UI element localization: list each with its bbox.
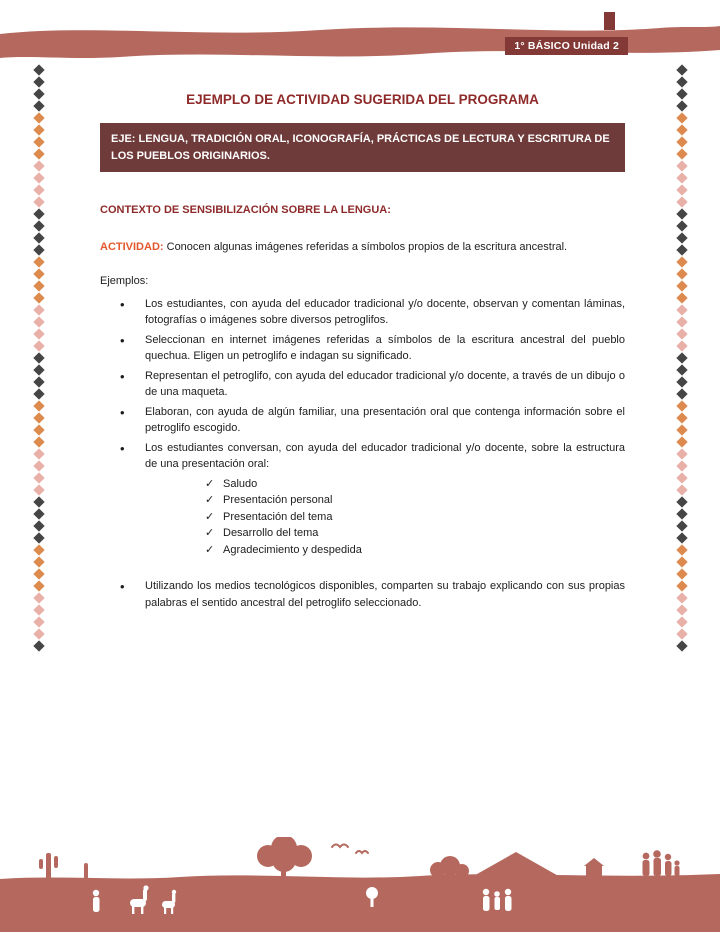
textile-diamond-motif <box>33 364 44 375</box>
bullet-marker: • <box>120 368 125 384</box>
textile-diamond-motif <box>33 244 44 255</box>
textile-diamond-motif <box>676 232 687 243</box>
bullet-text: Seleccionan en internet imágenes referidas a símbolos de la escritura ancestral del pueblo quechua. Eligen un petroglifo e indagan su significado. <box>145 333 625 363</box>
checklist-text: Saludo <box>223 477 258 490</box>
textile-diamond-motif <box>33 208 44 219</box>
checklist-text: Presentación del tema <box>223 510 333 523</box>
textile-diamond-motif <box>33 424 44 435</box>
right-textile-border <box>673 62 690 848</box>
textile-diamond-motif <box>676 76 687 87</box>
textile-diamond-motif <box>33 544 44 555</box>
textile-diamond-motif <box>33 328 44 339</box>
textile-diamond-motif <box>33 220 44 231</box>
textile-diamond-motif <box>676 520 687 531</box>
presentation-structure-list <box>205 476 625 559</box>
textile-diamond-motif <box>33 400 44 411</box>
textile-diamond-motif <box>33 196 44 207</box>
textile-diamond-motif <box>676 280 687 291</box>
textile-diamond-motif <box>676 340 687 351</box>
textile-diamond-motif <box>676 148 687 159</box>
textile-diamond-motif <box>33 88 44 99</box>
textile-diamond-motif <box>33 388 44 399</box>
textile-diamond-motif <box>33 556 44 567</box>
footer-illustration <box>0 837 720 932</box>
textile-diamond-motif <box>676 160 687 171</box>
textile-diamond-motif <box>676 436 687 447</box>
examples-list <box>100 296 625 612</box>
textile-diamond-motif <box>33 256 44 267</box>
textile-diamond-motif <box>676 484 687 495</box>
checklist-item <box>205 509 625 526</box>
textile-diamond-motif <box>676 568 687 579</box>
unit-label: 1° BÁSICO Unidad 2 <box>505 37 628 55</box>
textile-diamond-motif <box>676 172 687 183</box>
textile-diamond-motif <box>33 268 44 279</box>
bullet-text: Elaboran, con ayuda de algún familiar, una presentación oral que contenga información sobre el petroglifo escogido. <box>145 405 625 435</box>
bullet-marker: • <box>120 296 125 312</box>
textile-diamond-motif <box>676 184 687 195</box>
textile-diamond-motif <box>676 628 687 639</box>
textile-diamond-motif <box>676 412 687 423</box>
textile-diamond-motif <box>676 124 687 135</box>
textile-diamond-motif <box>33 448 44 459</box>
textile-diamond-motif <box>33 412 44 423</box>
textile-diamond-motif <box>676 460 687 471</box>
context-heading: CONTEXTO DE SENSIBILIZACIÓN SOBRE LA LENGUA: <box>100 204 391 217</box>
textile-diamond-motif <box>33 124 44 135</box>
textile-diamond-motif <box>33 304 44 315</box>
textile-diamond-motif <box>33 616 44 627</box>
textile-diamond-motif <box>676 376 687 387</box>
textile-diamond-motif <box>676 364 687 375</box>
check-icon: ✓ <box>205 494 215 507</box>
textile-diamond-motif <box>33 568 44 579</box>
list-item <box>100 440 625 559</box>
textile-diamond-motif <box>676 328 687 339</box>
textile-diamond-motif <box>33 496 44 507</box>
textile-diamond-motif <box>33 100 44 111</box>
checklist-item <box>205 542 625 559</box>
textile-diamond-motif <box>33 136 44 147</box>
bullet-text: Representan el petroglifo, con ayuda del educador tradicional y/o docente, a través de un dibujo o de una maqueta. <box>145 369 625 399</box>
textile-diamond-motif <box>33 376 44 387</box>
check-icon: ✓ <box>205 543 215 556</box>
list-item <box>100 578 625 611</box>
textile-diamond-motif <box>33 640 44 651</box>
textile-diamond-motif <box>33 472 44 483</box>
textile-diamond-motif <box>676 256 687 267</box>
bullet-text: Los estudiantes conversan, con ayuda del educador tradicional y/o docente, sobre la estructura de una presentación oral: <box>145 441 625 471</box>
activity-line <box>100 239 625 256</box>
textile-diamond-motif <box>676 532 687 543</box>
textile-diamond-motif <box>676 616 687 627</box>
textile-diamond-motif <box>33 484 44 495</box>
textile-diamond-motif <box>676 556 687 567</box>
textile-diamond-motif <box>676 208 687 219</box>
textile-diamond-motif <box>676 316 687 327</box>
textile-diamond-motif <box>676 88 687 99</box>
document-content <box>100 90 625 614</box>
textile-diamond-motif <box>676 292 687 303</box>
textile-diamond-motif <box>676 196 687 207</box>
textile-diamond-motif <box>676 580 687 591</box>
textile-diamond-motif <box>33 508 44 519</box>
textile-diamond-motif <box>33 352 44 363</box>
bullet-marker: • <box>120 332 125 348</box>
textile-diamond-motif <box>676 472 687 483</box>
textile-diamond-motif <box>33 316 44 327</box>
textile-diamond-motif <box>33 580 44 591</box>
textile-diamond-motif <box>676 424 687 435</box>
list-item <box>100 296 625 329</box>
checklist-item <box>205 525 625 542</box>
checklist-text: Desarrollo del tema <box>223 527 319 540</box>
list-item <box>100 368 625 401</box>
textile-diamond-motif <box>676 496 687 507</box>
page-title: EJEMPLO DE ACTIVIDAD SUGERIDA DEL PROGRAMA <box>186 92 539 107</box>
textile-diamond-motif <box>33 76 44 87</box>
textile-diamond-motif <box>33 112 44 123</box>
textile-diamond-motif <box>676 604 687 615</box>
examples-label: Ejemplos: <box>100 275 149 288</box>
eje-banner: EJE: LENGUA, TRADICIÓN ORAL, ICONOGRAFÍA, PRÁCTICAS DE LECTURA Y ESCRITURA DE LOS PUEBLOS ORIGINARIOS. <box>100 123 625 172</box>
checklist-item <box>205 476 625 493</box>
textile-diamond-motif <box>33 172 44 183</box>
textile-diamond-motif <box>676 304 687 315</box>
textile-diamond-motif <box>33 532 44 543</box>
textile-diamond-motif <box>33 592 44 603</box>
textile-diamond-motif <box>676 136 687 147</box>
list-item <box>100 404 625 437</box>
textile-diamond-motif <box>33 628 44 639</box>
textile-diamond-motif <box>33 460 44 471</box>
check-icon: ✓ <box>205 510 215 523</box>
textile-diamond-motif <box>33 64 44 75</box>
textile-diamond-motif <box>33 148 44 159</box>
textile-diamond-motif <box>676 388 687 399</box>
bullet-text: Utilizando los medios tecnológicos disponibles, comparten su trabajo explicando con sus propias palabras el sentido ancestral del petroglifo seleccionado. <box>145 580 625 609</box>
textile-diamond-motif <box>676 640 687 651</box>
bullet-marker: • <box>120 579 125 595</box>
textile-diamond-motif <box>676 544 687 555</box>
textile-diamond-motif <box>33 436 44 447</box>
textile-diamond-motif <box>33 520 44 531</box>
bullet-marker: • <box>120 440 125 456</box>
top-decorative-band <box>0 0 720 70</box>
list-item <box>100 332 625 365</box>
activity-text: Conocen algunas imágenes referidas a símbolos propios de la escritura ancestral. <box>163 240 568 253</box>
textile-diamond-motif <box>676 268 687 279</box>
textile-diamond-motif <box>676 508 687 519</box>
top-band-notch <box>604 12 615 30</box>
textile-diamond-motif <box>676 400 687 411</box>
textile-diamond-motif <box>33 280 44 291</box>
textile-diamond-motif <box>33 340 44 351</box>
textile-diamond-motif <box>676 592 687 603</box>
textile-diamond-motif <box>676 352 687 363</box>
checklist-item <box>205 492 625 509</box>
footer-silhouettes <box>39 837 680 881</box>
textile-diamond-motif <box>33 604 44 615</box>
textile-diamond-motif <box>676 220 687 231</box>
textile-diamond-motif <box>676 100 687 111</box>
textile-diamond-motif <box>33 160 44 171</box>
activity-label: ACTIVIDAD: <box>100 240 164 253</box>
textile-diamond-motif <box>676 112 687 123</box>
textile-diamond-motif <box>33 292 44 303</box>
bullet-marker: • <box>120 404 125 420</box>
textile-diamond-motif <box>676 244 687 255</box>
textile-diamond-motif <box>676 64 687 75</box>
check-icon: ✓ <box>205 477 215 490</box>
checklist-text: Presentación personal <box>223 494 333 507</box>
textile-diamond-motif <box>33 232 44 243</box>
left-textile-border <box>30 62 47 848</box>
textile-diamond-motif <box>33 184 44 195</box>
checklist-text: Agradecimiento y despedida <box>223 543 362 556</box>
bullet-text: Los estudiantes, con ayuda del educador tradicional y/o docente, observan y comentan láminas, fotografías o imágenes sobre diversos petroglifos. <box>145 297 625 327</box>
textile-diamond-motif <box>676 448 687 459</box>
check-icon: ✓ <box>205 527 215 540</box>
